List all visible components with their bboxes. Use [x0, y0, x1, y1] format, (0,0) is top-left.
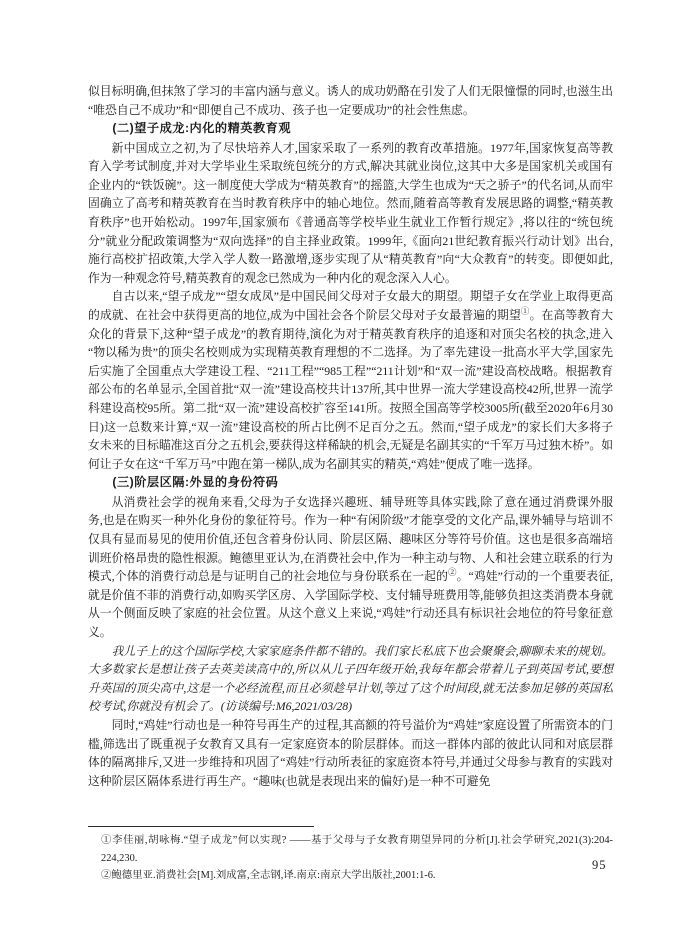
paragraph-text: 。在高等教育大众化的背景下,这种“望子成龙”的教育期待,演化为对于精英教育秩序的追逐和对顶尖名校的执念,进入“物以稀为贵”的顶尖名校则成为实现精英教育理想的不二选择。为了率先建设一批高水平大学,国家先后实施了全国重点大学建设工程、“211工程”“985工程”“211计划”和“双一流”建设高校战略。根据教育部公布的名单显示,全国首批“双一流”建设高校共计137所,其中世界一流大学建设高校42所,世界一流学科建设高校95所。第二批“双一流”建设高校扩容至141所。按照全国高等学校3005所(截至2020年6月30日)这一总数来计算,“双一流”建设高校的所占比例不足百分之五。然而,“望子成龙”的家长们大多将子女未来的目标瞄准这百分之五机会,要获得这样稀缺的机会,无疑是名副其实的“千军万马过独木桥”。如何让子女在这“千军万马”中跑在第一梯队,成为名副其实的精英,“鸡娃”便成了唯一选择。 — [88, 308, 613, 471]
footnote-1 — [88, 832, 613, 867]
paragraph-wangzichenglong — [88, 287, 613, 473]
paragraph-continuation: 似目标明确,但抹煞了学习的丰富内涵与意义。诱人的成功奶酪在引发了人们无限憧憬的同时,也滋生出“唯恐自己不成功”和“即便自己不成功、孩子也一定要成功”的社会性焦虑。 — [88, 84, 613, 117]
page-number: 95 — [592, 858, 607, 872]
footnote-2-marker: ② — [101, 870, 112, 882]
footnote-1-marker: ① — [101, 835, 112, 846]
footnote-area — [88, 826, 613, 885]
footnote-ref-1: ① — [520, 306, 530, 317]
paragraph-symbol-reproduction: 同时,“鸡娃”行动也是一种符号再生产的过程,其高额的符号溢价为“鸡娃”家庭设置了所需资本的门槛,筛选出了既重视子女教育又具有一定家庭资本的阶层群体。而这一群体内部的彼此认同和对底层群体的隔离排斥,又进一步维持和巩固了“鸡娃”行动所表征的家庭资本符号,并通过父母参与教育的实践对这种阶层区隔体系进行再生产。“趣味(也就是表现出来的偏好)是一种不可避免 — [88, 718, 613, 788]
footnote-1-text: 李佳丽,胡咏梅.“望子成龙”何以实现? ——基于父母与子女教育期望异同的分析[J].社会学研究,2021(3):204-224,230. — [101, 835, 613, 864]
paragraph-text: 从消费社会学的视角来看,父母为子女选择兴趣班、辅导班等具体实践,除了意在通过消费课外服务,也是在购买一种外化身份的象征符号。作为一种“有闲阶级”才能享受的文化产品,课外辅导与培训不仅具有显而易见的使用价值,还包含着身份认同、阶层区隔、趣味区分等符号价值。这也是很多高端培训班价格昂贵的隐性根源。鲍德里亚认为,在消费社会中,作为一种主动与物、人和社会建立联系的行为模式,个体的消费行动总是与证明自己的社会地位与身份联系在一起的 — [88, 494, 613, 584]
paragraph-elite-education-history: 新中国成立之初,为了尽快培养人才,国家采取了一系列的教育改革措施。1977年,国家恢复高等教育入学考试制度,并对大学毕业生采取统包统分的方式,解决其就业岗位,这其中大多是国家机关或国有企业内的“铁饭碗”。这一制度使大学成为“精英教育”的摇篮,大学生也成为“天之骄子”的代名词,从而牢固确立了高考和精英教育在当时教育秩序中的轴心地位。然而,随着高等教育发展思路的调整,“精英教育秩序”也开始松动。1997年,国家颁布《普通高等学校毕业生就业工作暂行规定》,将以往的“统包统分”就业分配政策调整为“双向选择”的自主择业政策。1999年,《面向21世纪教育振兴行动计划》出台,施行高校扩招政策,大学入学人数一路激增,逐步实现了从“精英教育”向“大众教育”的转变。即便如此,作为一种观念符号,精英教育的观念已然成为一种内化的观念深入人心。 — [88, 140, 613, 285]
footnote-ref-2: ② — [447, 567, 457, 578]
paragraph-consumption-symbol — [88, 493, 613, 642]
paragraph-text: 。“鸡娃”行动的一个重要表征,就是价值不菲的消费行动,如购买学区房、入学国际学校、支付辅导班费用等,能够负担这类消费本身就从一个侧面反映了家庭的社会位置。从这个意义上来说,“鸡娃”行动还具有标识社会地位的符号象征意义。 — [88, 569, 613, 640]
footnote-2 — [88, 867, 613, 885]
footnote-2-text: 鲍德里亚.消费社会[M].刘成富,全志钢,译.南京:南京大学出版社,2001:1-6. — [111, 870, 436, 882]
footnote-divider — [88, 826, 314, 827]
paragraph-text: 自古以来,“望子成龙”“望女成凤”是中国民间父母对子女最大的期望。期望子女在学业上取得更高的成就、在社会中获得更高的地位,成为中国社会各个阶层父母对子女最普遍的期望 — [88, 289, 613, 323]
interview-quote: 我儿子上的这个国际学校,大家家庭条件都不错的。我们家长私底下也会聚聚会,聊聊未来的规划。大多数家长是想让孩子去英美读高中的,所以从儿子四年级开始,我每年都会带着儿子到英国考试,要想升英国的顶尖高中,这是一个必经流程,而且必须趁早计划,等过了这个时间段,就无法参加足够的英国私校考试,你就没有机会了。(访谈编号:M6,2021/03/28) — [88, 643, 613, 714]
section-heading-2: (二)望子成龙:内化的精英教育观 — [112, 121, 292, 136]
section-heading-3: (三)阶层区隔:外显的身份符码 — [112, 475, 279, 490]
article-body — [88, 82, 613, 790]
